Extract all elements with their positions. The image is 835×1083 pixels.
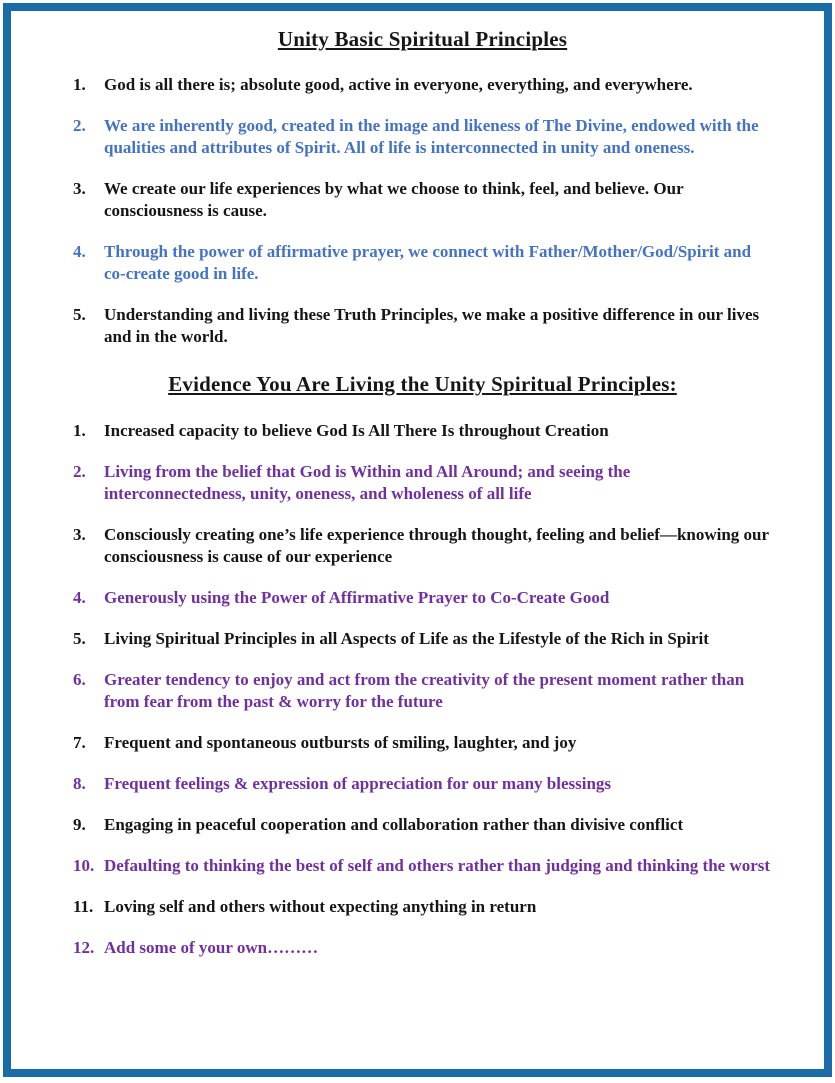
item-text: Consciously creating one’s life experience through thought, feeling and belief—knowing our consciousness is cause of our experience xyxy=(104,525,769,566)
item-text: We are inherently good, created in the image and likeness of The Divine, endowed with the qualities and attributes of Spirit. All of life is interconnected in unity and oneness. xyxy=(104,116,759,157)
item-number: 11. xyxy=(73,897,94,916)
list-item xyxy=(73,304,772,348)
list-item xyxy=(73,669,772,713)
item-text: Frequent and spontaneous outbursts of smiling, laughter, and joy xyxy=(104,733,577,752)
item-text: Frequent feelings & expression of appreciation for our many blessings xyxy=(104,774,612,793)
list-item xyxy=(73,732,772,754)
item-number: 6. xyxy=(73,670,86,689)
item-number: 4. xyxy=(73,242,86,261)
item-number: 12. xyxy=(73,938,95,957)
item-number: 10. xyxy=(73,856,95,875)
item-number: 2. xyxy=(73,116,86,135)
list-item xyxy=(73,773,772,795)
item-number: 9. xyxy=(73,815,86,834)
item-text: Through the power of affirmative prayer, we connect with Father/Mother/God/Spirit and co-create good in life. xyxy=(104,242,752,283)
document-content xyxy=(11,11,824,1069)
section1-title: Unity Basic Spiritual Principles xyxy=(277,27,568,51)
item-text: We create our life experiences by what we choose to think, feel, and believe. Our consciousness is cause. xyxy=(104,179,684,220)
list-item xyxy=(73,524,772,568)
item-number: 1. xyxy=(73,421,86,440)
list-item xyxy=(73,420,772,442)
list-item xyxy=(73,241,772,285)
section2-title: Evidence You Are Living the Unity Spiritual Principles: xyxy=(168,372,677,396)
item-text: Understanding and living these Truth Principles, we make a positive difference in our lives and in the world. xyxy=(104,305,760,346)
item-text: Increased capacity to believe God Is All There Is throughout Creation xyxy=(104,421,609,440)
item-text: Loving self and others without expecting anything in return xyxy=(104,897,537,916)
list-item xyxy=(73,178,772,222)
list-item xyxy=(73,461,772,505)
list-item xyxy=(73,587,772,609)
list-item xyxy=(73,896,772,918)
section2-list xyxy=(73,420,772,959)
item-text: Generously using the Power of Affirmative Prayer to Co-Create Good xyxy=(104,588,610,607)
item-number: 2. xyxy=(73,462,86,481)
item-text: Engaging in peaceful cooperation and collaboration rather than divisive conflict xyxy=(104,815,684,834)
item-number: 5. xyxy=(73,629,86,648)
list-item xyxy=(73,937,772,959)
item-number: 8. xyxy=(73,774,86,793)
list-item xyxy=(73,74,772,96)
item-text: God is all there is; absolute good, active in everyone, everything, and everywhere. xyxy=(104,75,693,94)
section1-list xyxy=(73,74,772,348)
list-item xyxy=(73,855,772,877)
item-text: Living from the belief that God is Within and All Around; and seeing the interconnectedness, unity, oneness, and wholeness of all life xyxy=(104,462,631,503)
item-text: Add some of your own……… xyxy=(104,938,319,957)
list-item xyxy=(73,628,772,650)
item-number: 7. xyxy=(73,733,86,752)
item-text: Defaulting to thinking the best of self and others rather than judging and thinking the worst xyxy=(104,856,771,875)
list-item xyxy=(73,814,772,836)
item-number: 3. xyxy=(73,179,86,198)
document-page-border xyxy=(3,3,832,1077)
item-text: Greater tendency to enjoy and act from the creativity of the present moment rather than from fear from the past & worry for the future xyxy=(104,670,745,711)
item-number: 4. xyxy=(73,588,86,607)
list-item xyxy=(73,115,772,159)
item-number: 3. xyxy=(73,525,86,544)
item-number: 5. xyxy=(73,305,86,324)
item-number: 1. xyxy=(73,75,86,94)
item-text: Living Spiritual Principles in all Aspects of Life as the Lifestyle of the Rich in Spirit xyxy=(104,629,709,648)
